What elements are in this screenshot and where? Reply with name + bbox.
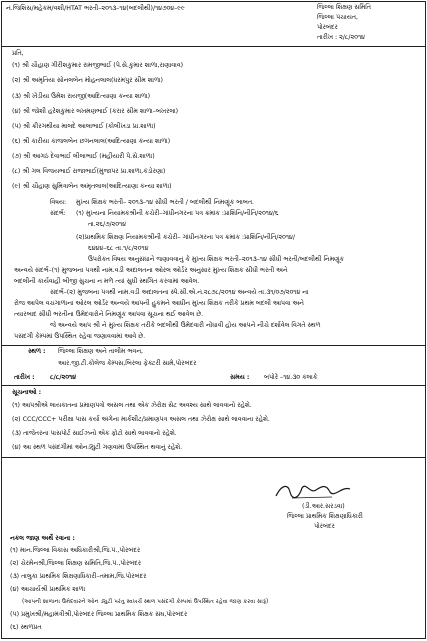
reference-line: ૬૪૪૪–૬૮ તા.૧/૮/૨૦૧૪ (88, 245, 149, 252)
body-line: જે અન્વયે આપ શ્રી ને મુખ્ય શિક્ષક તરીકે બદલીથી ઉમેદવારી નોંધાવી હોય આપને નીચે દર્શાવેલ વિગતે સ્થળ (50, 322, 321, 329)
recipient-item: (૩) શ્રી ખેંડીયા ઉમેશ રાયજી(આદિત્યાણા કન્યા શાળા) (12, 93, 151, 100)
header-divider (2, 46, 425, 47)
body-line: ઉપરોક્ત વિષય અનુસંધાને જણાવવાનું કે મુખ્ય શિક્ષક ભરતી–૨૦૧૩–૧૪ સીધી ભરતી/બદલીથી નિમણૂંક (88, 256, 344, 263)
copy-item-note: (આપની શાળાના ઉમેદવારને ઓન ડ્યુટી પરંતુ સ્વખર્ચે સ્થળ પસંદગી કેમ્પમાં ઉપસ્થિત રહેવા જાણ કરવા સારૂં) (22, 599, 269, 605)
recipient-item: (૪) શ્રી જોશી હરેશકુમાર લખમણભાઈ (કરાર સીમ શાળા–બખરલા) (12, 108, 179, 115)
recipient-item: (૯) શ્રી ચૌહાણ સુમિત્રાબેન અમૃતલાલ(આદિત્યાણા કન્યા શાળા) (12, 183, 172, 190)
copies-title: નકલ જાણ અર્થે રવાના : (10, 535, 75, 542)
venue-line-2: આર.જી.ટી.કોલેજ કેમ્પસ,બિરલા ફેક્ટરી સામે,પોરબંદર (58, 360, 197, 367)
body-line: રોજ આપેલ વચગાળાના ઓરલ ઓર્ડર અન્વયે આપની હુકમને આધીન મુખ્ય શિક્ષક તરીકે પ્રથમ બદલી આપવા અને (14, 300, 304, 307)
copy-item: (૨) ચેરમેનશ્રી,જિલ્લા શિક્ષણ સમિતિ,જિ.પં.,પોરબંદર (10, 560, 142, 567)
reference-line: (૨)પ્રાથમિક શિક્ષણ નિયામકશ્રીની કચેરી– ગાંધીનગરના પત્ર ક્રમાંક :પ્રાશિનિ/નીતિ/૨૦૧૪/ (76, 234, 295, 241)
venue-line-1: જિલ્લા શિક્ષણ અને તાલીમ ભવન, (58, 348, 144, 355)
copy-item: (૪) આચાર્યશ્રી પ્રાથમિક શાળા (10, 586, 86, 593)
handwritten-signature (272, 480, 354, 502)
recipient-item: (૬) શ્રી કારીયા કાજલબેન છગનલાલ(આદિત્યાણા કન્યા શાળા) (12, 138, 171, 145)
venue-top-divider (2, 345, 425, 346)
office-name-line-1: જિલ્લા શિક્ષણ સમિતિ (317, 4, 371, 11)
office-name-line-2: જિલ્લા પંચાયત, (317, 14, 358, 21)
reference-number: નં.જિશિસ/મહેકમ/વશી/HTAT ભરતી–૨૦૧૩–૧૪(બદલીથી)/૧૪૭૦૪–૯૯ (6, 5, 185, 12)
recipient-item: (૫) શ્રી ક્રીરગથીયા માલદે આલાભાઈ (કોલીખડા પ્રા.શાળા) (12, 123, 156, 130)
venue-time-label: સમય : (230, 374, 250, 381)
venue-date: ૮/૮/૨૦૧૪ (50, 374, 77, 381)
instructions-title: સૂચનાઓ : (12, 389, 42, 396)
office-name-line-3: પોરબંદર (317, 24, 338, 31)
letter-page (1, 1, 426, 639)
copy-item: (૩) તાલુકા પ્રાથમિક શિક્ષણાધિકારી–તમામ,જિ.પોરબંદર (10, 573, 147, 580)
recipient-item: (૭) શ્રી આગઠ દેવાભાઈ લીલાભાઈ (મહીયારી પે.સે.શાળા) (12, 153, 155, 160)
instruction-item: (૩) તાજેતરના પાસપોર્ટ સાઈઝનો એક ફોટો સાથે લાવવાનો રહેશે. (12, 430, 177, 437)
venue-time: બપોરે –૧૪.૩૦ કલાકે (264, 374, 318, 381)
signatory-title: જિલ્લા પ્રાથમિક શિક્ષણાધિકારી (287, 513, 363, 520)
recipient-item: (૨) શ્રી અમૃતિયા સોનલબેન મોહનલાલ(ધરમપુર સીમ શાળા) (12, 77, 163, 84)
body-line: સંદર્ભ–(૨) મુજબના પત્રથી નામ.વડી અદાલતના સ્પે.સી.એ.નં.૨૮૭૮/૨૦૧૪ અન્વયે તા.૩૧/૦૭/૨૦૧૪ ના (50, 289, 309, 296)
instruction-item: (૧) આપશ્રીએ લાયકાતના પ્રમાણપત્રો અસલ તથા એક ઝેરોક્ષ સેટ અવશ્ય સાથે લાવવાનો રહેશે. (12, 402, 252, 409)
body-line: અન્વયે સંદર્ભ–(૧) મુજબના પત્રથી નામ.વડી અદાલતના ઓરલ ઓર્ડર અનુસાર મુખ્ય શિક્ષક સીધી ભરતી અને (14, 267, 288, 274)
body-line: બદલીની કાર્યવાહી બીજી સુચના ન મળે ત્યાં સુધી સ્થગિત કરવામાં આવેલ. (14, 278, 200, 285)
recipient-item: (૮) શ્રી ગલ વિજયભાઈ રાજાભાઈ(મુંજાપર પ્રા.શાળા,કંડોરણા) (12, 168, 166, 175)
body-line: ત્યારબાદ સીધી ભરતીના ઉમેદવારોને નિમણૂંક આપવા સૂચના થઈ આવેલ છે. (14, 311, 204, 318)
copy-item: (૫) પ્રમુખશ્રી/મહામંત્રીશ્રી,પોરબંદર જિલ્લા પ્રાથમિક શિક્ષક સંઘ,પોરબંદર (10, 611, 188, 618)
reference-line: તા.૨૬/૭/૨૦૧૪ (88, 221, 127, 228)
venue-label: સ્થળ : (28, 348, 46, 355)
letter-date: તારીખ : ૨/૮/૨૦૧૪ (317, 34, 365, 41)
signatory-place: પોરબંદર (314, 523, 335, 530)
venue-bottom-divider (2, 385, 425, 386)
prati-label: પ્રતિ, (12, 50, 24, 57)
venue-date-label: તારીખ : (14, 374, 35, 381)
copy-item: (૧) માન.જિલ્લા વિકાસ અધિકારીશ્રી,જિ.પં.,પોરબંદર (10, 547, 141, 554)
instruction-item: (૪) આ સ્થળ પસંદગીમાં ઓનડ્યુટી ગણવામાં ઉપસ્થિત થવાનું રહેશે. (12, 444, 183, 451)
instructions-divider (2, 457, 425, 458)
reference-line: (૧) મુખ્યના નિયામકશ્રીની કચેરી–ગાંધીનગરના પત્ર ક્રમાંક :પ્રાશિનિ/નીતિ/૨૦૧૪/૬ (76, 210, 279, 217)
instruction-item: (૨) CCC/CCC+ પરીક્ષા પાસ કર્યા અંગેના માર્કશીટ/પ્રમાણપત્ર અસલ તથા ઝેરોક્ષ સાથે લાવવાના રહેશે. (12, 416, 270, 423)
copy-item: (૬) સ્થળપ્રત (10, 624, 42, 631)
subject-text: મુખ્ય શિક્ષક ભરતી– ૨૦૧૩–૧૪ સીધી ભરતી / બદલીથી નિમણૂંક બાબત. (76, 199, 255, 206)
body-line: પસંદગી કેમ્પમાં ઉપસ્થિત રહેવા જણાવવામાં આવે છે. (14, 333, 146, 340)
subject-label: વિષય: (50, 199, 67, 206)
signatory-name: (ડી.આર.સરડવા) (302, 503, 345, 510)
reference-label: સંદર્ભ: (50, 210, 66, 217)
recipient-item: (૧) શ્રી ચૌહાણ ગીરીશકુમાર રામજીભાઈ (પે.સે.કુમાર શાળા,રાણાવાવ) (12, 62, 184, 69)
